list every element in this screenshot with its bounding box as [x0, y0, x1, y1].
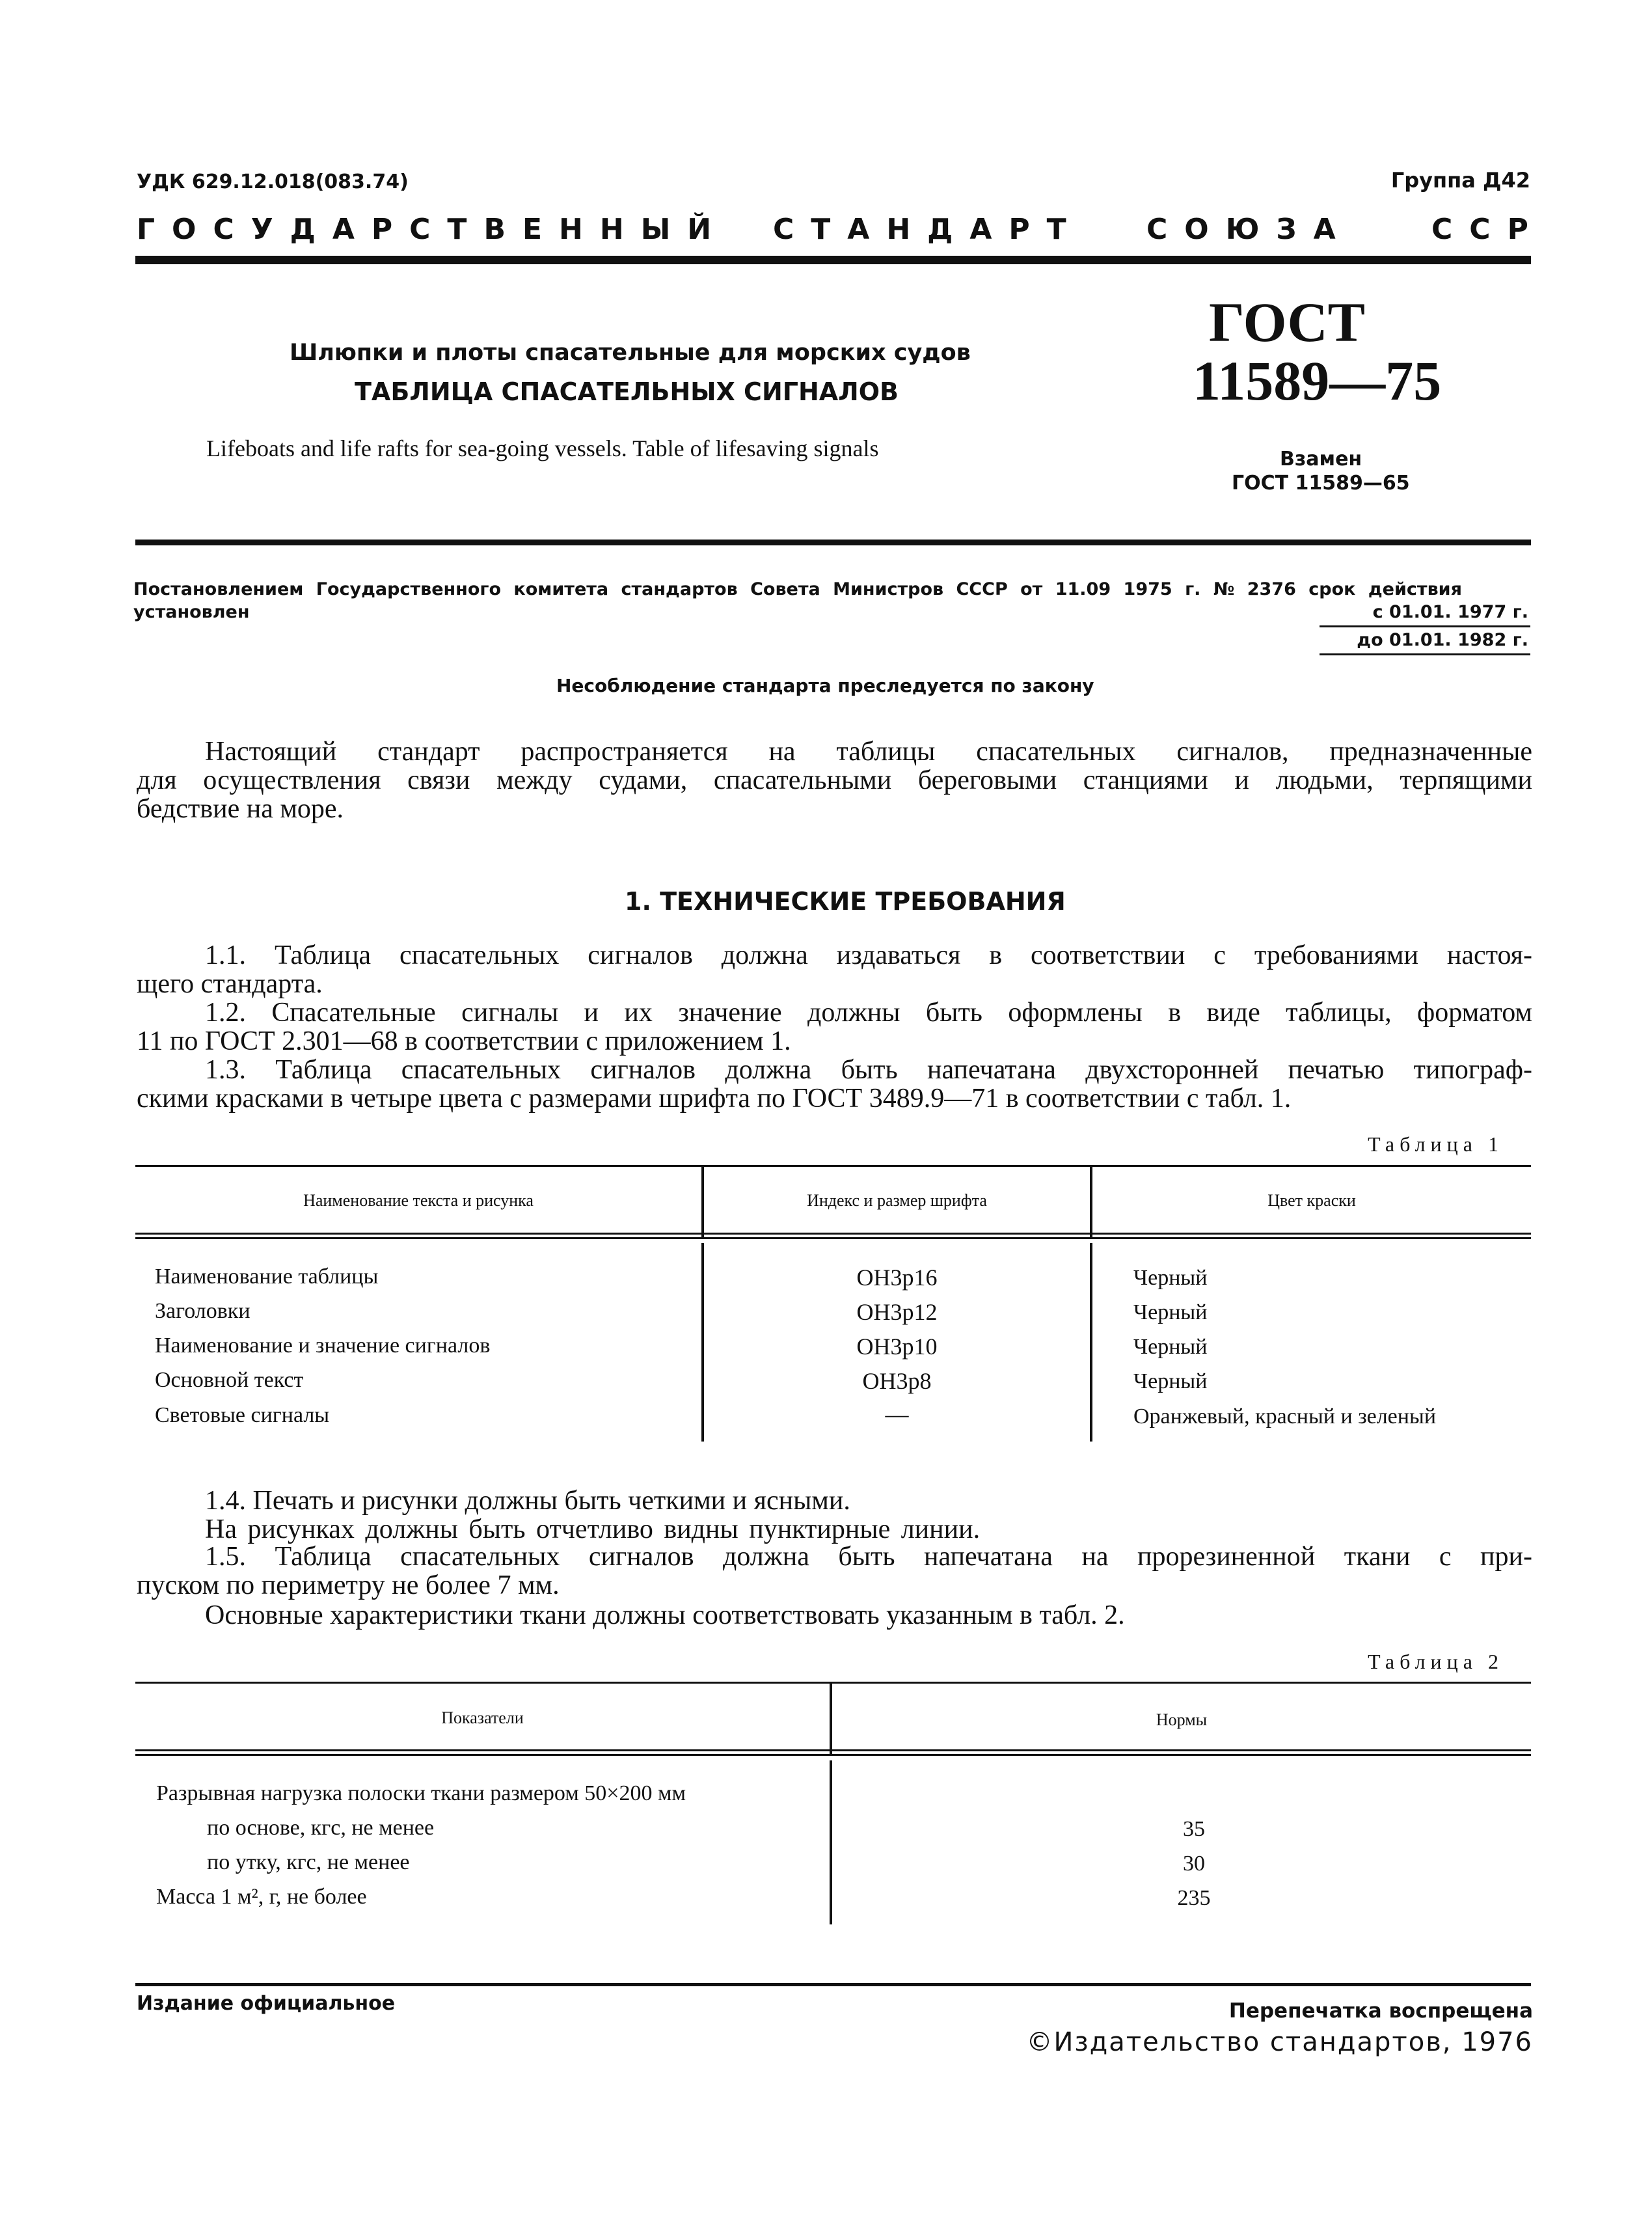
- table2-cell-norm: 235: [1177, 1886, 1211, 1910]
- table2-cell-indicator: Разрывная нагрузка полоски ткани размером 50×200 мм: [156, 1781, 686, 1805]
- title-rule: [135, 540, 1531, 545]
- title-ru: ТАБЛИЦА СПАСАТЕЛЬНЫХ СИГНАЛОВ: [355, 377, 899, 406]
- table2-header-norm: Нормы: [1156, 1710, 1208, 1729]
- table1-cell-font: ОН3р8: [862, 1368, 932, 1394]
- table1-cell-name: Основной текст: [155, 1368, 304, 1392]
- reprint-notice: Перепечатка воспрещена: [1228, 1999, 1533, 2023]
- table1-top-rule: [135, 1165, 1531, 1167]
- table1-cell-color: Черный: [1133, 1369, 1208, 1393]
- table1-cell-name: Заголовки: [155, 1299, 251, 1323]
- decree-to: до 01.01. 1982 г.: [1357, 630, 1528, 650]
- p11-line-2: щего стандарта.: [137, 969, 323, 999]
- table1-cell-name: Световые сигналы: [155, 1403, 330, 1427]
- table1-cell-color: Оранжевый, красный и зеленый: [1133, 1404, 1437, 1429]
- table2-divider-b: [830, 1760, 832, 1924]
- p13-line-1: 1.3. Таблица спасательных сигналов должна быть напечатана двухсторонней печатью типограф-: [205, 1055, 1532, 1085]
- decree-from: с 01.01. 1977 г.: [1372, 602, 1528, 622]
- table2-cell-norm: 35: [1183, 1817, 1205, 1841]
- replaces-label: Взамен: [1280, 448, 1362, 471]
- paragraph-1-2: [137, 998, 1532, 1056]
- paragraph-1-5-b: Основные характеристики ткани должны соответствовать указанным в табл. 2.: [205, 1600, 1125, 1630]
- paragraph-1-4: 1.4. Печать и рисунки должны быть четкими и ясными.: [205, 1486, 850, 1516]
- decree-to-rule: [1320, 653, 1530, 655]
- table2-cell-norm: 30: [1183, 1852, 1205, 1876]
- table1-header-rule: [135, 1233, 1531, 1235]
- decree-line-2: установлен: [133, 602, 250, 622]
- table2-header-rule: [135, 1749, 1531, 1751]
- table1-cell-name: Наименование и значение сигналов: [155, 1333, 491, 1358]
- paragraph-1-5: [137, 1542, 1532, 1600]
- table1-divider-2b: [1090, 1243, 1092, 1442]
- p12-line-2: 11 по ГОСТ 2.301—68 в соответствии с приложением 1.: [137, 1026, 791, 1056]
- footer-rule: [135, 1983, 1531, 1986]
- p12-line-1: 1.2. Спасательные сигналы и их значение должны быть оформлены в виде таблицы, форматом: [205, 998, 1532, 1028]
- table2-cell-indicator: по утку, кгс, не менее: [207, 1850, 410, 1874]
- table1-cell-color: Черный: [1133, 1335, 1208, 1359]
- table1-header-name: Наименование текста и рисунка: [303, 1191, 534, 1210]
- title-en: Lifeboats and life rafts for sea-going vessels. Table of lifesaving signals: [206, 435, 879, 461]
- banner-word-4: ССР: [1431, 213, 1545, 246]
- table2-header-rule-2: [135, 1754, 1531, 1756]
- table1-cell-color: Черный: [1133, 1266, 1208, 1290]
- p11-line-1: 1.1. Таблица спасательных сигналов должна издаваться в соответствии с требованиями настоя-: [205, 940, 1532, 970]
- table1-cell-name: Наименование таблицы: [155, 1265, 379, 1289]
- decree-from-rule: [1320, 625, 1530, 627]
- legal-warning: Несоблюдение стандарта преследуется по закону: [556, 675, 1094, 696]
- copyright: ©Издательство стандартов, 1976: [1026, 2027, 1533, 2057]
- table1-header-color: Цвет краски: [1267, 1191, 1356, 1210]
- header-rule: [135, 256, 1531, 264]
- table1-cell-font: ОН3р10: [856, 1333, 938, 1360]
- p15-line-1: 1.5. Таблица спасательных сигналов должна быть напечатана на прорезиненной ткани с при-: [205, 1542, 1532, 1572]
- replaces-value: ГОСТ 11589—65: [1232, 472, 1410, 495]
- banner-word-3: СОЮЗА: [1146, 213, 1353, 246]
- table2-caption: Таблица 2: [1368, 1650, 1504, 1673]
- intro-line-3: бедствие на море.: [137, 794, 344, 824]
- p15-line-2: пуском по периметру не более 7 мм.: [137, 1570, 560, 1600]
- banner-word-1: ГОСУДАРСТВЕННЫЙ: [137, 213, 729, 246]
- table1-caption: Таблица 1: [1368, 1132, 1504, 1156]
- table1-cell-font: ОН3р16: [856, 1265, 938, 1291]
- paragraph-1-3: [137, 1056, 1532, 1113]
- gost-number: 11589—75: [1193, 349, 1442, 412]
- udk-code: УДК 629.12.018(083.74): [137, 171, 409, 193]
- section-heading: 1. ТЕХНИЧЕСКИЕ ТРЕБОВАНИЯ: [625, 887, 1066, 916]
- official-edition: Издание официальное: [137, 1992, 396, 2015]
- table1-header-font: Индекс и размер шрифта: [807, 1191, 987, 1210]
- gost-label: ГОСТ: [1209, 291, 1365, 353]
- table1-cell-font: —: [885, 1401, 909, 1427]
- intro-line-2: для осуществления связи между судами, спасательными береговыми станциями и людьми, терпящими: [137, 765, 1532, 795]
- intro-line-1: Настоящий стандарт распространяется на таблицы спасательных сигналов, предназначенные: [205, 737, 1532, 767]
- paragraph-1-4-b: На рисунках должны быть отчетливо видны пунктирные линии.: [205, 1514, 981, 1544]
- intro-paragraph: [137, 737, 1532, 823]
- decree-line-1: Постановлением Государственного комитета стандартов Совета Министров СССР от 11.09 1975 г. № 2376 срок действия: [133, 579, 1462, 599]
- table2-header-indicator: Показатели: [441, 1708, 524, 1727]
- table2-top-rule: [135, 1682, 1531, 1684]
- group-code: Группа Д42: [1390, 168, 1530, 193]
- table1-cell-font: ОН3р12: [856, 1299, 938, 1325]
- table2-cell-indicator: по основе, кгс, не менее: [207, 1816, 435, 1840]
- p13-line-2: скими красками в четыре цвета с размерами шрифта по ГОСТ 3489.9—71 в соответствии с табл. 1.: [137, 1084, 1292, 1114]
- banner-word-2: СТАНДАРТ: [773, 213, 1083, 246]
- paragraph-1-1: [137, 941, 1532, 998]
- subtitle-ru: Шлюпки и плоты спасательные для морских судов: [290, 340, 971, 366]
- table2-cell-indicator: Масса 1 м², г, не более: [156, 1885, 367, 1909]
- table1-header-rule-2: [135, 1237, 1531, 1239]
- table1-cell-color: Черный: [1133, 1300, 1208, 1324]
